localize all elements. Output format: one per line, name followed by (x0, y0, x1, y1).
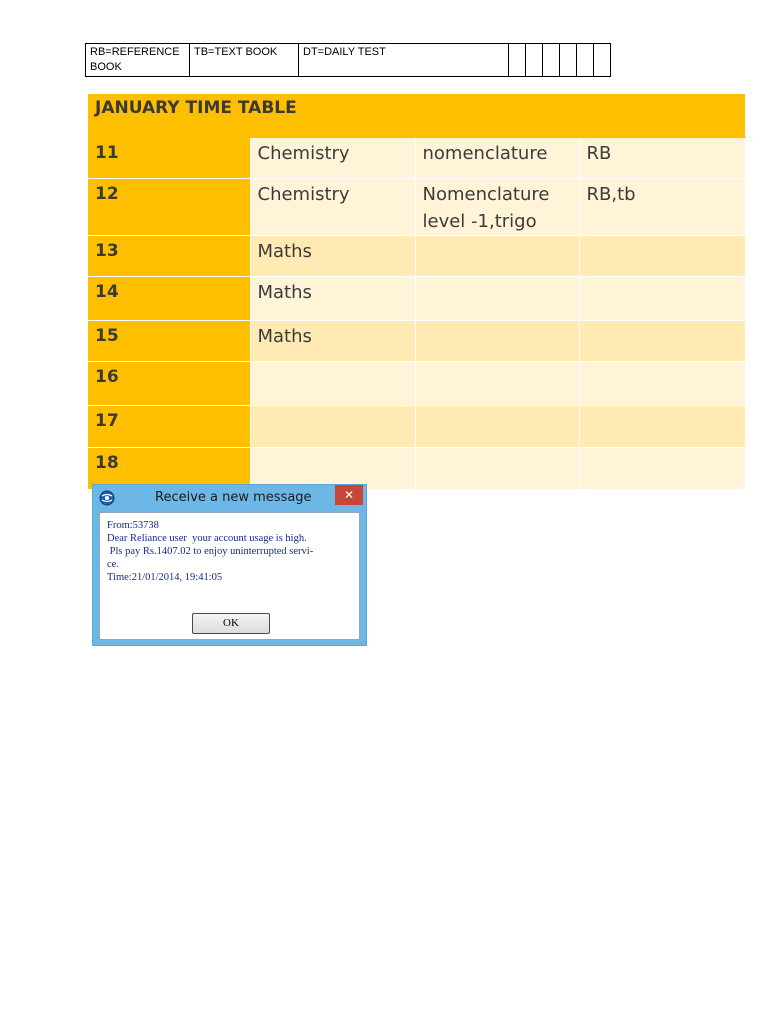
legend-text-book: TB=TEXT BOOK (190, 44, 299, 77)
legend-empty-cell (509, 44, 526, 77)
subject-cell: Maths (250, 236, 415, 277)
topic-cell (415, 321, 579, 362)
timetable-title-row (88, 94, 745, 138)
subject-cell: Maths (250, 277, 415, 321)
dialog-body (99, 512, 360, 640)
topic-cell: nomenclature (415, 138, 579, 179)
subject-cell: Maths (250, 321, 415, 362)
subject-cell (250, 362, 415, 406)
book-cell (579, 406, 745, 448)
legend-empty-cell (560, 44, 577, 77)
book-cell (579, 277, 745, 321)
legend-empty-cell (543, 44, 560, 77)
legend-reference-book: RB=REFERENCE BOOK (86, 44, 190, 77)
message-line: Dear Reliance user your account usage is high. (107, 533, 307, 544)
topic-cell (415, 236, 579, 277)
legend-empty-cell (577, 44, 594, 77)
book-cell (579, 362, 745, 406)
globe-app-icon (99, 490, 115, 506)
table-row (88, 406, 745, 448)
subject-cell: Chemistry (250, 138, 415, 179)
timetable-title: JANUARY TIME TABLE (88, 94, 745, 138)
message-line: Time:21/01/2014, 19:41:05 (107, 572, 223, 583)
legend-empty-cell (594, 44, 611, 77)
topic-cell (415, 277, 579, 321)
day-cell: 16 (88, 362, 250, 406)
message-line: Pls pay Rs.1407.02 to enjoy uninterrupted servi- (107, 546, 314, 557)
topic-cell (415, 448, 579, 490)
close-button[interactable]: ✕ (335, 485, 363, 505)
day-cell: 13 (88, 236, 250, 277)
book-cell (579, 448, 745, 490)
day-cell: 17 (88, 406, 250, 448)
table-row (88, 179, 745, 236)
day-cell: 14 (88, 277, 250, 321)
book-cell: RB (579, 138, 745, 179)
dialog-title-bar[interactable] (93, 485, 366, 511)
topic-cell: Nomenclature level -1,trigo (415, 179, 579, 236)
new-message-dialog (92, 484, 367, 646)
message-text (107, 519, 359, 584)
day-cell: 12 (88, 179, 250, 236)
legend-table (85, 43, 611, 77)
table-row (88, 236, 745, 277)
day-cell: 18 (88, 448, 250, 490)
ok-button[interactable]: OK (192, 613, 270, 634)
dialog-title: Receive a new message (155, 490, 312, 505)
day-cell: 15 (88, 321, 250, 362)
topic-cell (415, 362, 579, 406)
subject-cell (250, 406, 415, 448)
legend-daily-test: DT=DAILY TEST (299, 44, 509, 77)
timetable (88, 94, 746, 490)
day-cell: 11 (88, 138, 250, 179)
topic-cell (415, 406, 579, 448)
table-row (88, 277, 745, 321)
subject-cell: Chemistry (250, 179, 415, 236)
table-row (88, 321, 745, 362)
message-line: ce. (107, 559, 119, 570)
book-cell: RB,tb (579, 179, 745, 236)
legend-empty-cell (526, 44, 543, 77)
message-line: From:53738 (107, 520, 159, 531)
table-row (88, 362, 745, 406)
book-cell (579, 321, 745, 362)
table-row (88, 138, 745, 179)
book-cell (579, 236, 745, 277)
